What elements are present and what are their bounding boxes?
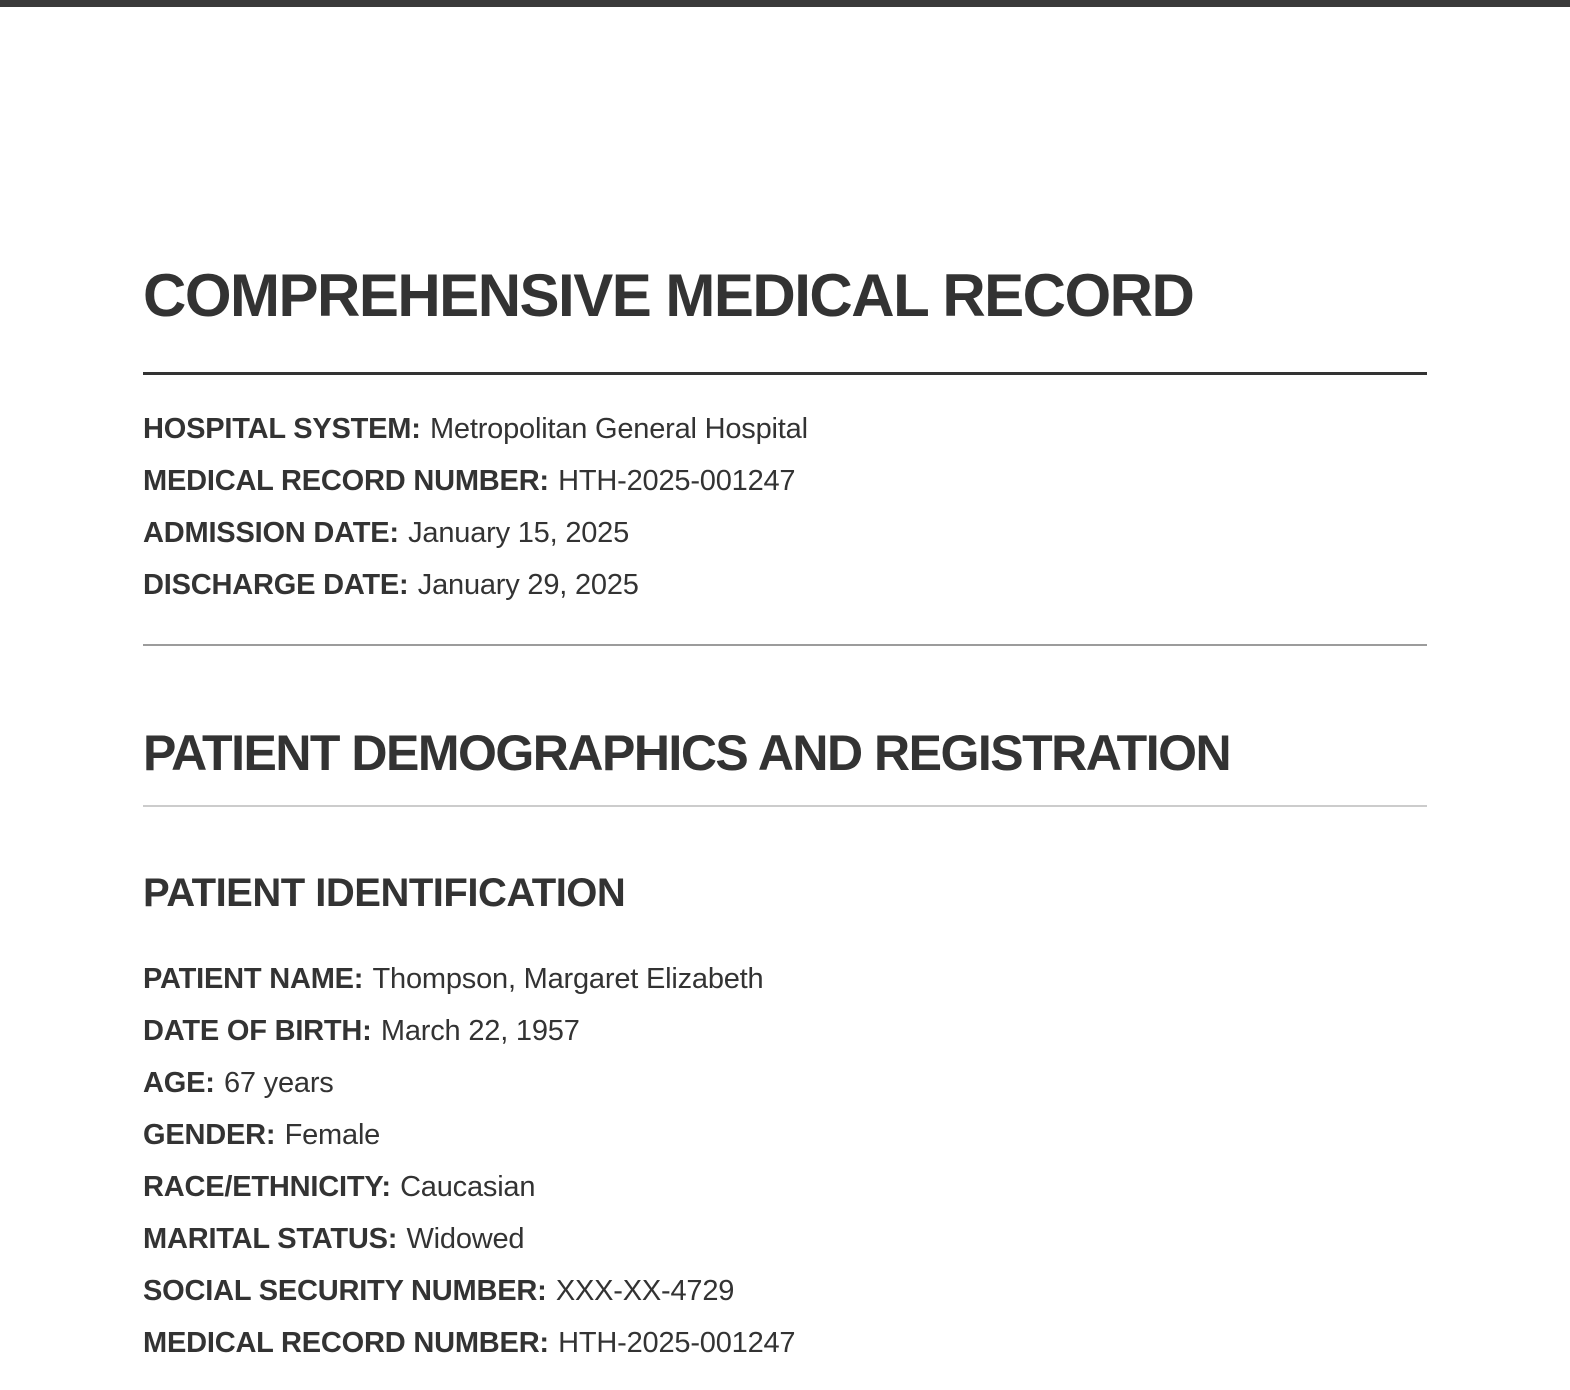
field-value: HTH-2025-001247 <box>558 465 796 497</box>
field-value: 67 years <box>223 1067 334 1099</box>
field-label: DISCHARGE DATE: <box>143 569 409 601</box>
field-label: RACE/ETHNICITY: <box>143 1171 391 1203</box>
field-line-patient-name <box>143 963 763 995</box>
field-line-marital-status <box>143 1223 524 1255</box>
medical-record-document <box>0 7 1570 1369</box>
field-label: SOCIAL SECURITY NUMBER: <box>143 1275 547 1307</box>
top-bar <box>0 0 1570 7</box>
field-line-social-security-number <box>143 1275 734 1307</box>
field-line-medical-record-number <box>143 465 795 497</box>
field-value: January 15, 2025 <box>408 517 630 549</box>
field-line-gender <box>143 1119 380 1151</box>
record-header-fields <box>143 403 1427 611</box>
field-value: Metropolitan General Hospital <box>429 413 808 445</box>
subsection-heading-patient-identification: PATIENT IDENTIFICATION <box>143 871 626 915</box>
section-heading-demographics: PATIENT DEMOGRAPHICS AND REGISTRATION <box>143 724 1427 807</box>
field-line-discharge-date <box>143 569 639 601</box>
patient-identification-fields <box>143 953 1427 1369</box>
field-value: January 29, 2025 <box>417 569 639 601</box>
field-value: XXX-XX-4729 <box>555 1275 735 1307</box>
field-value: Female <box>284 1119 381 1151</box>
field-label: DATE OF BIRTH: <box>143 1015 372 1047</box>
document-title: COMPREHENSIVE MEDICAL RECORD <box>143 263 1427 375</box>
field-label: MARITAL STATUS: <box>143 1223 398 1255</box>
field-label: ADMISSION DATE: <box>143 517 399 549</box>
field-label: MEDICAL RECORD NUMBER: <box>143 1327 549 1359</box>
field-label: MEDICAL RECORD NUMBER: <box>143 465 549 497</box>
field-value: Caucasian <box>400 1171 536 1203</box>
field-label: AGE: <box>143 1067 215 1099</box>
field-line-race-ethnicity <box>143 1171 535 1203</box>
field-line-admission-date <box>143 517 629 549</box>
field-line-date-of-birth <box>143 1015 580 1047</box>
field-value: HTH-2025-001247 <box>558 1327 796 1359</box>
field-line-medical-record-number-2 <box>143 1327 795 1359</box>
field-line-hospital-system <box>143 413 808 445</box>
field-label: GENDER: <box>143 1119 276 1151</box>
field-value: Thompson, Margaret Elizabeth <box>372 963 764 995</box>
field-label: HOSPITAL SYSTEM: <box>143 413 421 445</box>
field-value: March 22, 1957 <box>380 1015 580 1047</box>
field-value: Widowed <box>406 1223 525 1255</box>
section-divider <box>143 644 1427 646</box>
field-label: PATIENT NAME: <box>143 963 364 995</box>
field-line-age <box>143 1067 334 1099</box>
